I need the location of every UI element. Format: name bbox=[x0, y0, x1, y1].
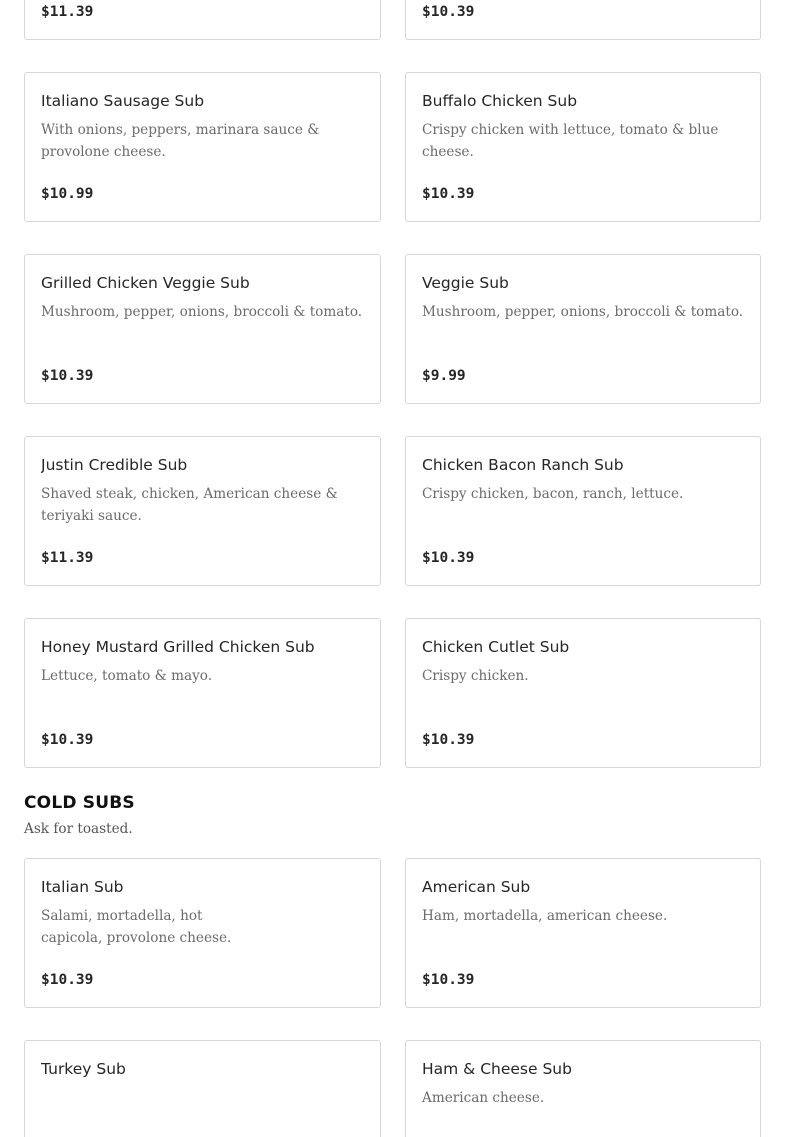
menu-item-card[interactable] bbox=[405, 72, 761, 222]
item-description: Shaved steak, chicken, American cheese & teriyaki sauce. bbox=[41, 486, 338, 524]
item-name: Italian Sub bbox=[41, 878, 124, 896]
menu-item-card[interactable] bbox=[24, 0, 381, 40]
item-price: $10.39 bbox=[41, 732, 94, 748]
item-name: American Sub bbox=[422, 878, 531, 896]
item-price: $9.99 bbox=[422, 368, 466, 384]
item-description: Crispy chicken with lettuce, tomato & blue cheese. bbox=[422, 122, 719, 160]
item-description: Lettuce, tomato & mayo. bbox=[41, 668, 213, 684]
item-price: $10.39 bbox=[422, 972, 475, 988]
hot-subs-grid bbox=[24, 0, 761, 768]
item-description: American cheese. bbox=[422, 1090, 545, 1106]
item-price: $10.39 bbox=[422, 186, 475, 202]
menu-item-card[interactable] bbox=[405, 436, 761, 586]
item-name: Buffalo Chicken Sub bbox=[422, 92, 578, 110]
item-name: Chicken Cutlet Sub bbox=[422, 638, 570, 656]
item-price: $10.39 bbox=[422, 732, 475, 748]
item-description: Ham, mortadella, american cheese. bbox=[422, 908, 668, 924]
item-price: $10.39 bbox=[422, 4, 475, 20]
item-description: Crispy chicken. bbox=[422, 668, 529, 684]
item-name: Chicken Bacon Ranch Sub bbox=[422, 456, 624, 474]
menu-item-card[interactable] bbox=[24, 858, 381, 1008]
item-price: $10.99 bbox=[41, 186, 94, 202]
item-name: Justin Credible Sub bbox=[41, 456, 188, 474]
item-price: $10.39 bbox=[422, 550, 475, 566]
item-name: Honey Mustard Grilled Chicken Sub bbox=[41, 638, 315, 656]
menu-item-card[interactable] bbox=[405, 0, 761, 40]
item-name: Italiano Sausage Sub bbox=[41, 92, 205, 110]
section-title: COLD SUBS bbox=[24, 793, 135, 813]
item-description: Mushroom, pepper, onions, broccoli & tomato. bbox=[41, 304, 363, 320]
item-price: $11.39 bbox=[41, 4, 94, 20]
item-description: Crispy chicken, bacon, ranch, lettuce. bbox=[422, 486, 684, 502]
menu-item-card[interactable] bbox=[24, 254, 381, 404]
menu-item-card[interactable] bbox=[405, 858, 761, 1008]
item-price: $10.39 bbox=[41, 368, 94, 384]
section-subtitle: Ask for toasted. bbox=[24, 821, 133, 837]
menu-item-card[interactable] bbox=[24, 72, 381, 222]
item-name: Ham & Cheese Sub bbox=[422, 1060, 572, 1078]
item-description: Salami, mortadella, hot capicola, provolone cheese. bbox=[41, 908, 232, 946]
menu-item-card[interactable] bbox=[405, 254, 761, 404]
item-name: Grilled Chicken Veggie Sub bbox=[41, 274, 250, 292]
menu-item-card[interactable] bbox=[405, 618, 761, 768]
menu-item-card[interactable] bbox=[24, 436, 381, 586]
cold-subs-grid bbox=[24, 858, 761, 1137]
item-description: With onions, peppers, marinara sauce & provolone cheese. bbox=[41, 122, 320, 160]
item-price: $11.39 bbox=[41, 550, 94, 566]
menu-item-card[interactable] bbox=[405, 1040, 761, 1137]
menu-item-card[interactable] bbox=[24, 1040, 381, 1137]
item-price: $10.39 bbox=[41, 972, 94, 988]
item-description: Mushroom, pepper, onions, broccoli & tomato. bbox=[422, 304, 744, 320]
menu-item-card[interactable] bbox=[24, 618, 381, 768]
item-name: Turkey Sub bbox=[41, 1060, 126, 1078]
item-name: Veggie Sub bbox=[422, 274, 509, 292]
